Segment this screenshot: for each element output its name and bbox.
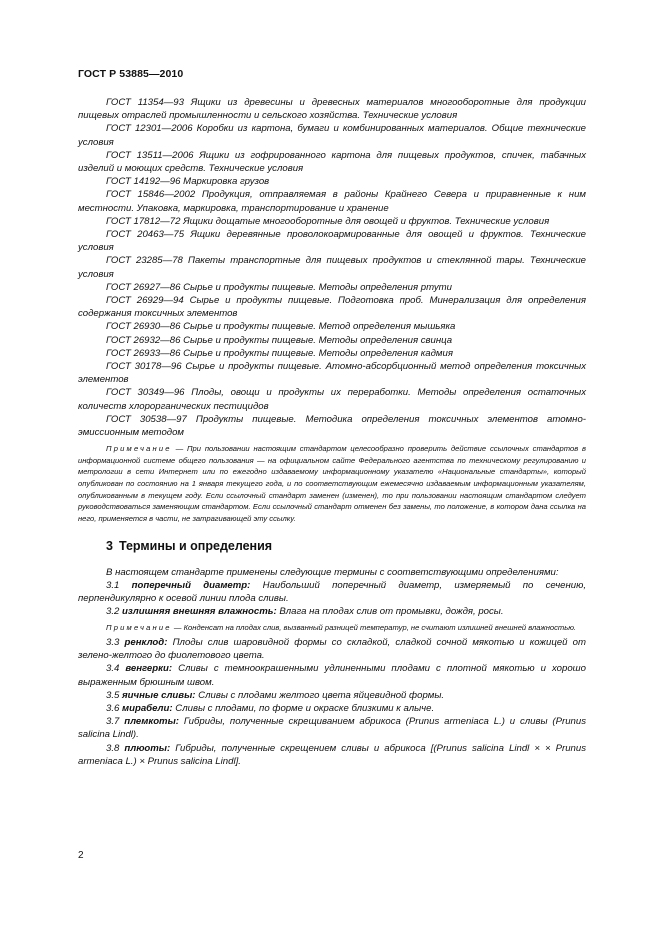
section-number: 3 — [106, 539, 113, 554]
term-definition — [78, 742, 586, 768]
term-def: Гибриды, полученные скрещением сливы и абрикоса [(Prunus salicina Lindl × × Prunus armeniaca L.) × Prunus salicina Lindl]. — [78, 742, 586, 767]
reference-item: ГОСТ 12301—2006 Коробки из картона, бумаги и комбинированных материалов. Общие технические условия — [78, 123, 586, 148]
term-number: 3.5 — [106, 689, 120, 701]
section-heading — [106, 540, 586, 553]
term-definition — [78, 689, 586, 702]
term-number: 3.2 — [106, 606, 120, 618]
reference-item: ГОСТ 26930—86 Сырье и продукты пищевые. Метод определения мышьяка — [106, 321, 456, 333]
reference-item: ГОСТ 26933—86 Сырье и продукты пищевые. Методы определения кадмия — [106, 347, 453, 359]
page-number: 2 — [78, 850, 84, 861]
term-definition — [78, 662, 586, 688]
term-name: ренклод: — [124, 637, 168, 649]
term-definition — [78, 605, 586, 618]
term-name: поперечный диаметр: — [131, 579, 251, 591]
term-name: венгерки: — [125, 663, 173, 675]
term-def: Гибриды, полученные скрещиванием абрикоса (Prunus armeniaca L.) и сливы (Prunus salicina Lindl). — [78, 716, 587, 741]
reference-item: ГОСТ 15846—2002 Продукция, отправляемая в районы Крайнего Севера и приравненные к ним местности. Упаковка, маркировка, транспортирование и хранение — [78, 189, 586, 214]
document-header: ГОСТ Р 53885—2010 — [78, 68, 184, 80]
section-intro: В настоящем стандарте применены следующие термины с соответствующими определениями: — [106, 566, 559, 578]
note-label: Примечание — [106, 623, 172, 633]
document-body — [78, 96, 586, 768]
reference-item: ГОСТ 26929—94 Сырье и продукты пищевые. Подготовка проб. Минерализация для определения содержания токсичных элементов — [78, 295, 586, 320]
term-def: Сливы с плодами, по форме и окраске близкими к алыче. — [175, 703, 435, 715]
term-def: Влага на плодах слив от промывки, дождя, росы. — [279, 606, 504, 618]
reference-item: ГОСТ 11354—93 Ящики из древесины и древесных материалов многооборотные для продукции пищевых отраслей промышленности и сельского хозяйства. Технические условия — [78, 97, 586, 122]
term-number: 3.4 — [106, 663, 120, 675]
reference-item: ГОСТ 30178—96 Сырье и продукты пищевые. Атомно-абсорбционный метод определения токсичных элементов — [78, 361, 586, 386]
note-text: — При пользовании настоящим стандартом целесообразно проверить действие ссылочных стандартов в информационной системе общего пользования — на официальном сайте Федерального агентства по техническому регулированию и метрологии в сети Интернет или по ежегодно издаваемому информационному указателю «Национальные стандарты», который опубликован по состоянию на 1 января текущего года, и по соответствующим ежемесячно издаваемым информационным указателям, опубликованным в текущем году. Если ссылочный стандарт заменен (изменен), то при пользовании настоящим стандартом следует руководствоваться заменяющим стандартом. Если ссылочный стандарт отменен без замены, то положение, в котором дана ссылка на него, применяется в части, не затрагивающей эту ссылку. — [78, 444, 586, 523]
reference-item: ГОСТ 26932—86 Сырье и продукты пищевые. Методы определения свинца — [106, 334, 453, 346]
term-number: 3.3 — [106, 637, 120, 649]
reference-item: ГОСТ 30538—97 Продукты пищевые. Методика определения токсичных элементов атомно-эмиссионным методом — [78, 413, 586, 439]
term-definition — [78, 715, 586, 741]
term-number: 3.1 — [106, 579, 120, 591]
reference-item: ГОСТ 23285—78 Пакеты транспортные для пищевых продуктов и стеклянной тары. Технические условия — [78, 255, 586, 280]
reference-item: ГОСТ 13511—2006 Ящики из гофрированного картона для пищевых продуктов, спичек, табачных изделий и моющих средств. Технические условия — [78, 149, 586, 175]
term-name: излишняя внешняя влажность: — [122, 606, 277, 618]
term-name: плюоты: — [124, 742, 171, 754]
term-definition — [78, 702, 586, 715]
section-title: Термины и определения — [118, 539, 273, 554]
reference-item: ГОСТ 20463—75 Ящики деревянные проволокоармированные для овощей и фруктов. Технические условия — [78, 229, 586, 254]
term-def: Плоды слив шаровидной формы со складкой, сладкой сочной мякотью и кожицей от зелено-желтого до фиолетового цвета. — [78, 637, 586, 662]
reference-item: ГОСТ 26927—86 Сырье и продукты пищевые. Методы определения ртути — [106, 281, 452, 293]
note-references — [78, 443, 586, 524]
term-def: Наибольший поперечный диаметр, измеряемый по сечению, перпендикулярно к осевой линии плода сливы. — [78, 579, 587, 605]
reference-item: ГОСТ 30349—96 Плоды, овощи и продукты их переработки. Методы определения остаточных количеств хлорорганических пестицидов — [78, 387, 586, 412]
note-moisture — [78, 622, 586, 634]
term-definition — [78, 636, 586, 662]
term-definition — [78, 579, 586, 605]
term-name: мирабели: — [122, 703, 173, 715]
note-text: — Конденсат на плодах слив, вызванный разницей температур, не считают излишней внешней влажностью. — [173, 623, 577, 633]
term-def: Сливы с темноокрашенными удлиненными плодами с плотной мякотью и хорошо выраженным брюшным швом. — [78, 663, 586, 688]
reference-item: ГОСТ 14192—96 Маркировка грузов — [106, 176, 270, 188]
note-label: Примечание — [106, 444, 172, 454]
references-list — [78, 96, 586, 439]
term-number: 3.7 — [106, 716, 120, 728]
term-number: 3.8 — [106, 742, 120, 754]
term-def: Сливы с плодами желтого цвета яйцевидной формы. — [198, 689, 445, 701]
term-name: племкоты: — [124, 716, 179, 728]
reference-item: ГОСТ 17812—72 Ящики дощатые многооборотные для овощей и фруктов. Технические условия — [106, 215, 550, 227]
term-name: яичные сливы: — [122, 689, 196, 701]
term-number: 3.6 — [106, 703, 120, 715]
